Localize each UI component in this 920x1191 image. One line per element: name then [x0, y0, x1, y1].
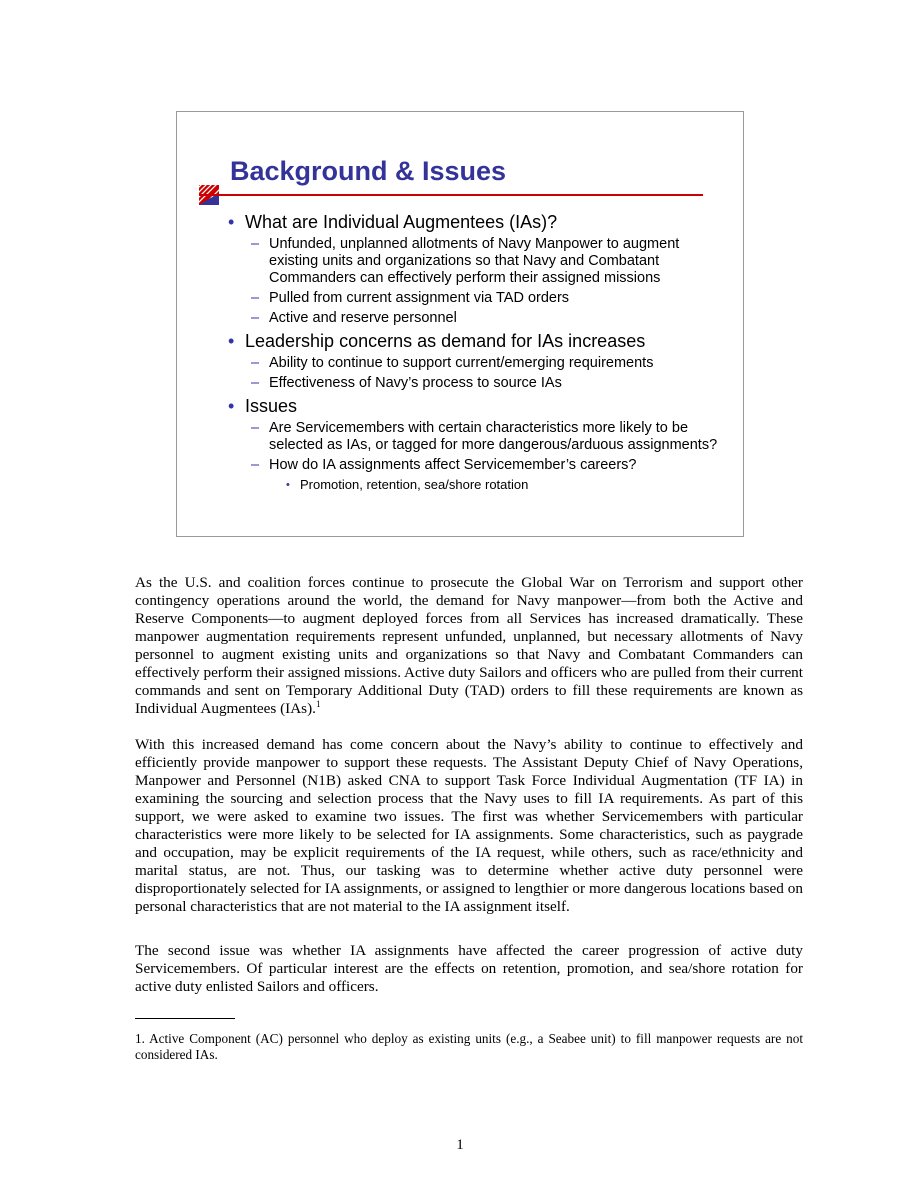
- footnote: 1. Active Component (AC) personnel who deploy as existing units (e.g., a Seabee unit) to fill manpower requests are not considered IAs.: [135, 1031, 803, 1062]
- bullet-issues: • Issues: [228, 396, 298, 416]
- sub-bullet: – Ability to continue to support current/emerging requirements: [251, 355, 654, 371]
- dash-icon: –: [251, 290, 260, 306]
- footnote-ref: 1: [315, 698, 321, 709]
- bullet-dot-icon: •: [228, 331, 235, 351]
- dash-icon: –: [251, 355, 260, 371]
- sub-bullet: – How do IA assignments affect Servicemember’s careers?: [251, 457, 637, 473]
- bullet-dot-icon: •: [228, 212, 235, 232]
- slide-bullets: [226, 208, 726, 493]
- sub-bullet: – Are Servicemembers with certain characteristics more likely to be selected as IAs, or tagged for more dangerous/arduous assignments?: [251, 420, 718, 453]
- bullet-dot-icon: •: [228, 396, 235, 416]
- paragraph-2: With this increased demand has come concern about the Navy’s ability to continue to effectively and efficiently provide manpower to support these requests. The Assistant Deputy Chief of Navy Operations, Manpower and Personnel (N1B) asked CNA to support Task Force Individual Augmentation (TF IA) in examining the sourcing and selection process that the Navy uses to fill IA requirements. As part of this support, we were asked to examine two issues. The first was whether Servicemembers with particular characteristics were more likely to be selected for IA assignments. Some characteristics, such as paygrade and occupation, may be explicit requirements of the IA request, while others, such as race/ethnicity and marital status, are not. Thus, our tasking was to determine whether active duty personnel were disproportionately selected for IA assignments, or assigned to lengthier or more dangerous locations based on personal characteristics that are not material to the IA assignment itself.: [135, 736, 803, 915]
- sub-bullet: – Active and reserve personnel: [251, 310, 457, 326]
- paragraph-3: The second issue was whether IA assignments have affected the career progression of active duty Servicemembers. Of particular interest are the effects on retention, promotion, and sea/shore rotation for active duty enlisted Sailors and officers.: [135, 942, 803, 995]
- dash-icon: –: [251, 457, 260, 473]
- dash-icon: –: [251, 375, 260, 391]
- page-number: 1: [456, 1137, 464, 1153]
- bullet-ias: • What are Individual Augmentees (IAs)?: [228, 212, 558, 232]
- sub-bullet: – Effectiveness of Navy’s process to source IAs: [251, 375, 562, 391]
- sub-bullet: – Unfunded, unplanned allotments of Navy Manpower to augment existing units and organizations so that Navy and Combatant Commanders can effectively perform their assigned missions: [251, 236, 680, 286]
- dash-icon: –: [251, 420, 260, 436]
- slide-title: Background & Issues: [230, 156, 507, 186]
- slide-figure: [176, 111, 744, 537]
- dash-icon: –: [251, 310, 260, 326]
- dash-icon: –: [251, 236, 260, 252]
- sub-bullet: – Pulled from current assignment via TAD orders: [251, 290, 570, 306]
- bullet-leadership: • Leadership concerns as demand for IAs increases: [228, 331, 646, 351]
- sub-sub-bullet: • Promotion, retention, sea/shore rotation: [286, 477, 529, 492]
- footnote-divider: [135, 1018, 235, 1019]
- paragraph-1: As the U.S. and coalition forces continue to prosecute the Global War on Terrorism and support other contingency operations around the world, the demand for Navy manpower—from both the Active and Reserve Components—to augment deployed forces from all Services has increased dramatically. These manpower augmentation requirements represent unfunded, unplanned, but necessary allotments of Navy personnel to augment existing units and organizations so that Navy and Combatant Commanders can effectively perform their assigned missions. Active duty Sailors and officers who are pulled from their current commands and sent on Temporary Additional Duty (TAD) orders to fill these requirements are known as Individual Augmentees (IAs).$^1$: [135, 574, 803, 717]
- title-rule: [199, 194, 703, 196]
- bullet-dot-icon: •: [286, 479, 290, 491]
